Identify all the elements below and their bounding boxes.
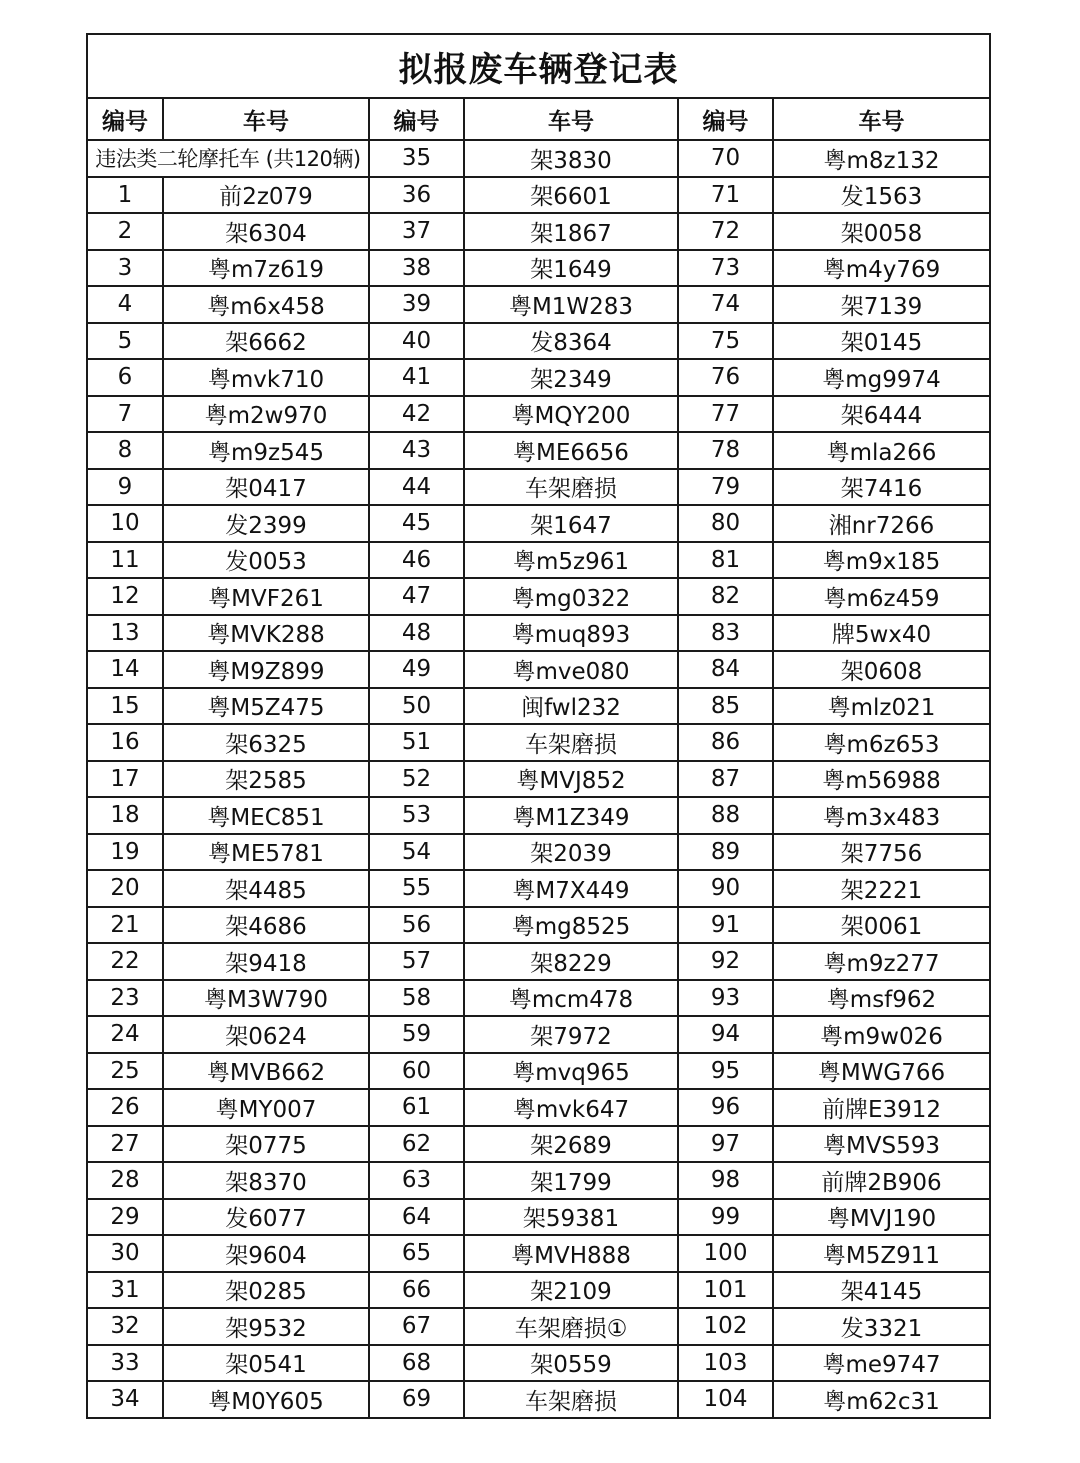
table-row (87, 396, 990, 433)
vehicle-number: 40 (369, 323, 464, 360)
vehicle-plate: 车架磨损 (464, 724, 678, 761)
vehicle-plate: 架2221 (773, 870, 990, 907)
vehicle-plate: 粤mg8525 (464, 907, 678, 944)
vehicle-number: 44 (369, 469, 464, 506)
vehicle-number: 21 (87, 907, 163, 944)
vehicle-plate: 架2585 (163, 761, 369, 798)
vehicle-number: 88 (678, 797, 773, 834)
header-number: 编号 (87, 98, 163, 140)
vehicle-plate: 粤m9x185 (773, 542, 990, 579)
vehicle-number: 58 (369, 980, 464, 1017)
vehicle-number: 86 (678, 724, 773, 761)
vehicle-plate: 粤me9747 (773, 1345, 990, 1382)
vehicle-number: 28 (87, 1162, 163, 1199)
vehicle-number: 81 (678, 542, 773, 579)
vehicle-number: 63 (369, 1162, 464, 1199)
vehicle-number: 64 (369, 1199, 464, 1236)
vehicle-plate: 湘nr7266 (773, 505, 990, 542)
vehicle-number: 22 (87, 943, 163, 980)
table-row (87, 688, 990, 725)
vehicle-number: 20 (87, 870, 163, 907)
vehicle-number: 69 (369, 1381, 464, 1418)
vehicle-number: 70 (678, 140, 773, 177)
vehicle-number: 80 (678, 505, 773, 542)
vehicle-number: 89 (678, 834, 773, 871)
vehicle-plate: 架4485 (163, 870, 369, 907)
vehicle-plate: 发0053 (163, 542, 369, 579)
vehicle-number: 96 (678, 1089, 773, 1126)
vehicle-plate: 架7756 (773, 834, 990, 871)
vehicle-number: 5 (87, 323, 163, 360)
vehicle-plate: 架0417 (163, 469, 369, 506)
table-row (87, 1016, 990, 1053)
vehicle-number: 17 (87, 761, 163, 798)
vehicle-number: 75 (678, 323, 773, 360)
vehicle-number: 30 (87, 1235, 163, 1272)
vehicle-plate: 架8370 (163, 1162, 369, 1199)
vehicle-number: 15 (87, 688, 163, 725)
vehicle-number: 35 (369, 140, 464, 177)
table-row (87, 651, 990, 688)
vehicle-plate: 粤m9z545 (163, 432, 369, 469)
vehicle-plate: 粤m6x458 (163, 286, 369, 323)
header-number: 编号 (678, 98, 773, 140)
vehicle-number: 12 (87, 578, 163, 615)
vehicle-plate: 架59381 (464, 1199, 678, 1236)
table-row (87, 907, 990, 944)
vehicle-plate: 粤m6z459 (773, 578, 990, 615)
vehicle-plate: 粤m5z961 (464, 542, 678, 579)
vehicle-plate: 粤MVJ852 (464, 761, 678, 798)
vehicle-plate: 粤ME5781 (163, 834, 369, 871)
vehicle-plate: 发3321 (773, 1308, 990, 1345)
vehicle-plate: 粤mg9974 (773, 359, 990, 396)
table-row (87, 1235, 990, 1272)
table-row (87, 542, 990, 579)
vehicle-number: 72 (678, 213, 773, 250)
vehicle-plate: 发1563 (773, 177, 990, 214)
vehicle-plate: 粤MWG766 (773, 1053, 990, 1090)
vehicle-plate: 架7416 (773, 469, 990, 506)
vehicle-number: 50 (369, 688, 464, 725)
vehicle-plate: 粤m56988 (773, 761, 990, 798)
vehicle-plate: 架2039 (464, 834, 678, 871)
vehicle-plate: 架6444 (773, 396, 990, 433)
vehicle-plate: 架2349 (464, 359, 678, 396)
vehicle-number: 33 (87, 1345, 163, 1382)
vehicle-number: 57 (369, 943, 464, 980)
vehicle-number: 98 (678, 1162, 773, 1199)
vehicle-plate: 粤M0Y605 (163, 1381, 369, 1418)
vehicle-plate: 发8364 (464, 323, 678, 360)
table-row (87, 761, 990, 798)
vehicle-number: 101 (678, 1272, 773, 1309)
vehicle-plate: 架6304 (163, 213, 369, 250)
table-row (87, 1199, 990, 1236)
vehicle-number: 37 (369, 213, 464, 250)
vehicle-plate: 粤msf962 (773, 980, 990, 1017)
vehicle-number: 91 (678, 907, 773, 944)
vehicle-number: 62 (369, 1126, 464, 1163)
vehicle-plate: 架4145 (773, 1272, 990, 1309)
vehicle-number: 46 (369, 542, 464, 579)
vehicle-plate: 粤m3x483 (773, 797, 990, 834)
vehicle-plate: 架1799 (464, 1162, 678, 1199)
vehicle-number: 10 (87, 505, 163, 542)
vehicle-number: 26 (87, 1089, 163, 1126)
vehicle-number: 93 (678, 980, 773, 1017)
vehicle-plate: 架2689 (464, 1126, 678, 1163)
table-row (87, 1053, 990, 1090)
vehicle-number: 68 (369, 1345, 464, 1382)
vehicle-plate: 粤M5Z475 (163, 688, 369, 725)
vehicle-number: 6 (87, 359, 163, 396)
table-row (87, 469, 990, 506)
vehicle-plate: 粤M3W790 (163, 980, 369, 1017)
vehicle-number: 43 (369, 432, 464, 469)
vehicle-plate: 粤MVB662 (163, 1053, 369, 1090)
table-row (87, 578, 990, 615)
vehicle-plate: 架0559 (464, 1345, 678, 1382)
vehicle-plate: 架0061 (773, 907, 990, 944)
vehicle-number: 95 (678, 1053, 773, 1090)
vehicle-plate: 粤MQY200 (464, 396, 678, 433)
header-row (87, 98, 990, 140)
vehicle-plate: 架9418 (163, 943, 369, 980)
vehicle-number: 27 (87, 1126, 163, 1163)
vehicle-plate: 粤mcm478 (464, 980, 678, 1017)
vehicle-number: 103 (678, 1345, 773, 1382)
table-row (87, 140, 990, 177)
vehicle-plate: 车架磨损 (464, 1381, 678, 1418)
vehicle-number: 76 (678, 359, 773, 396)
vehicle-number: 1 (87, 177, 163, 214)
vehicle-number: 32 (87, 1308, 163, 1345)
vehicle-plate: 架1867 (464, 213, 678, 250)
vehicle-number: 61 (369, 1089, 464, 1126)
vehicle-number: 16 (87, 724, 163, 761)
vehicle-plate: 粤muq893 (464, 615, 678, 652)
vehicle-plate: 架0624 (163, 1016, 369, 1053)
vehicle-number: 94 (678, 1016, 773, 1053)
vehicle-number: 14 (87, 651, 163, 688)
vehicle-plate: 牌5wx40 (773, 615, 990, 652)
vehicle-plate: 架0541 (163, 1345, 369, 1382)
vehicle-number: 19 (87, 834, 163, 871)
vehicle-number: 51 (369, 724, 464, 761)
table-row (87, 286, 990, 323)
vehicle-plate: 架6662 (163, 323, 369, 360)
vehicle-number: 55 (369, 870, 464, 907)
vehicle-plate: 架7139 (773, 286, 990, 323)
vehicle-plate: 架1649 (464, 250, 678, 287)
vehicle-number: 3 (87, 250, 163, 287)
vehicle-plate: 粤m4y769 (773, 250, 990, 287)
vehicle-number: 31 (87, 1272, 163, 1309)
vehicle-plate: 粤MVJ190 (773, 1199, 990, 1236)
table-row (87, 177, 990, 214)
vehicle-number: 13 (87, 615, 163, 652)
vehicle-number: 60 (369, 1053, 464, 1090)
vehicle-number: 49 (369, 651, 464, 688)
vehicle-plate: 粤M7X449 (464, 870, 678, 907)
table-row (87, 1272, 990, 1309)
vehicle-plate: 粤M1Z349 (464, 797, 678, 834)
vehicle-number: 24 (87, 1016, 163, 1053)
vehicle-plate: 架0608 (773, 651, 990, 688)
vehicle-number: 18 (87, 797, 163, 834)
vehicle-number: 78 (678, 432, 773, 469)
vehicle-number: 45 (369, 505, 464, 542)
table-row (87, 943, 990, 980)
vehicle-plate: 架0285 (163, 1272, 369, 1309)
category-label: 违法类二轮摩托车 (共120辆) (87, 140, 369, 177)
vehicle-number: 56 (369, 907, 464, 944)
vehicle-number: 38 (369, 250, 464, 287)
vehicle-number: 2 (87, 213, 163, 250)
vehicle-number: 23 (87, 980, 163, 1017)
vehicle-plate: 粤M1W283 (464, 286, 678, 323)
vehicle-plate: 前牌E3912 (773, 1089, 990, 1126)
vehicle-number: 34 (87, 1381, 163, 1418)
vehicle-plate: 粤mlz021 (773, 688, 990, 725)
vehicle-plate: 前牌2B906 (773, 1162, 990, 1199)
vehicle-number: 48 (369, 615, 464, 652)
vehicle-plate: 粤mvq965 (464, 1053, 678, 1090)
vehicle-plate: 发2399 (163, 505, 369, 542)
vehicle-plate: 粤M5Z911 (773, 1235, 990, 1272)
vehicle-number: 73 (678, 250, 773, 287)
vehicle-plate: 架2109 (464, 1272, 678, 1309)
table-row (87, 1126, 990, 1163)
vehicle-number: 7 (87, 396, 163, 433)
table-row (87, 1308, 990, 1345)
vehicle-plate: 粤m9w026 (773, 1016, 990, 1053)
vehicle-number: 11 (87, 542, 163, 579)
table-row (87, 250, 990, 287)
vehicle-plate: 粤m8z132 (773, 140, 990, 177)
vehicle-number: 42 (369, 396, 464, 433)
table-row (87, 870, 990, 907)
vehicle-plate: 粤m62c31 (773, 1381, 990, 1418)
vehicle-plate: 粤ME6656 (464, 432, 678, 469)
table-row (87, 1381, 990, 1418)
vehicle-plate: 粤m2w970 (163, 396, 369, 433)
table-row (87, 615, 990, 652)
table-row (87, 980, 990, 1017)
vehicle-plate: 发6077 (163, 1199, 369, 1236)
vehicle-number: 77 (678, 396, 773, 433)
vehicle-plate: 架0058 (773, 213, 990, 250)
vehicle-plate: 粤MY007 (163, 1089, 369, 1126)
vehicle-number: 90 (678, 870, 773, 907)
header-number: 编号 (369, 98, 464, 140)
vehicle-number: 71 (678, 177, 773, 214)
vehicle-plate: 粤MVS593 (773, 1126, 990, 1163)
vehicle-number: 83 (678, 615, 773, 652)
vehicle-number: 87 (678, 761, 773, 798)
vehicle-plate: 前2z079 (163, 177, 369, 214)
table-row (87, 1345, 990, 1382)
vehicle-number: 104 (678, 1381, 773, 1418)
table-row (87, 359, 990, 396)
vehicle-number: 4 (87, 286, 163, 323)
vehicle-number: 53 (369, 797, 464, 834)
table-row (87, 1162, 990, 1199)
header-plate: 车号 (464, 98, 678, 140)
vehicle-number: 9 (87, 469, 163, 506)
vehicle-number: 67 (369, 1308, 464, 1345)
table-row (87, 834, 990, 871)
vehicle-plate: 架0145 (773, 323, 990, 360)
vehicle-number: 39 (369, 286, 464, 323)
vehicle-plate: 粤MVF261 (163, 578, 369, 615)
vehicle-number: 54 (369, 834, 464, 871)
vehicle-plate: 粤MVK288 (163, 615, 369, 652)
vehicle-plate: 粤m6z653 (773, 724, 990, 761)
vehicle-number: 59 (369, 1016, 464, 1053)
table-row (87, 213, 990, 250)
vehicle-number: 102 (678, 1308, 773, 1345)
vehicle-plate: 架3830 (464, 140, 678, 177)
vehicle-plate: 粤m7z619 (163, 250, 369, 287)
vehicle-number: 36 (369, 177, 464, 214)
vehicle-plate: 粤mve080 (464, 651, 678, 688)
header-plate: 车号 (773, 98, 990, 140)
vehicle-plate: 架9532 (163, 1308, 369, 1345)
vehicle-number: 79 (678, 469, 773, 506)
vehicle-plate: 粤MVH888 (464, 1235, 678, 1272)
vehicle-number: 84 (678, 651, 773, 688)
vehicle-number: 92 (678, 943, 773, 980)
vehicle-plate: 粤mvk710 (163, 359, 369, 396)
table-row (87, 797, 990, 834)
vehicle-number: 65 (369, 1235, 464, 1272)
vehicle-number: 82 (678, 578, 773, 615)
vehicle-plate: 闽fwl232 (464, 688, 678, 725)
vehicle-plate: 粤M9Z899 (163, 651, 369, 688)
vehicle-number: 85 (678, 688, 773, 725)
vehicle-number: 8 (87, 432, 163, 469)
vehicle-plate: 架6601 (464, 177, 678, 214)
vehicle-plate: 粤mg0322 (464, 578, 678, 615)
vehicle-number: 25 (87, 1053, 163, 1090)
table-row (87, 432, 990, 469)
registration-table (86, 33, 991, 1419)
vehicle-plate: 架0775 (163, 1126, 369, 1163)
vehicle-number: 74 (678, 286, 773, 323)
vehicle-plate: 车架磨损① (464, 1308, 678, 1345)
vehicle-number: 47 (369, 578, 464, 615)
vehicle-plate: 架4686 (163, 907, 369, 944)
vehicle-plate: 架7972 (464, 1016, 678, 1053)
vehicle-plate: 架9604 (163, 1235, 369, 1272)
vehicle-plate: 架1647 (464, 505, 678, 542)
table-row (87, 323, 990, 360)
table-row (87, 724, 990, 761)
vehicle-number: 66 (369, 1272, 464, 1309)
header-plate: 车号 (163, 98, 369, 140)
table-row (87, 1089, 990, 1126)
vehicle-number: 29 (87, 1199, 163, 1236)
vehicle-number: 100 (678, 1235, 773, 1272)
vehicle-plate: 粤mvk647 (464, 1089, 678, 1126)
vehicle-plate: 车架磨损 (464, 469, 678, 506)
vehicle-plate: 粤m9z277 (773, 943, 990, 980)
vehicle-plate: 粤MEC851 (163, 797, 369, 834)
vehicle-plate: 架8229 (464, 943, 678, 980)
vehicle-number: 97 (678, 1126, 773, 1163)
vehicle-number: 52 (369, 761, 464, 798)
vehicle-plate: 架6325 (163, 724, 369, 761)
table-title: 拟报废车辆登记表 (87, 34, 990, 98)
vehicle-number: 41 (369, 359, 464, 396)
vehicle-number: 99 (678, 1199, 773, 1236)
table-row (87, 505, 990, 542)
vehicle-plate: 粤mla266 (773, 432, 990, 469)
